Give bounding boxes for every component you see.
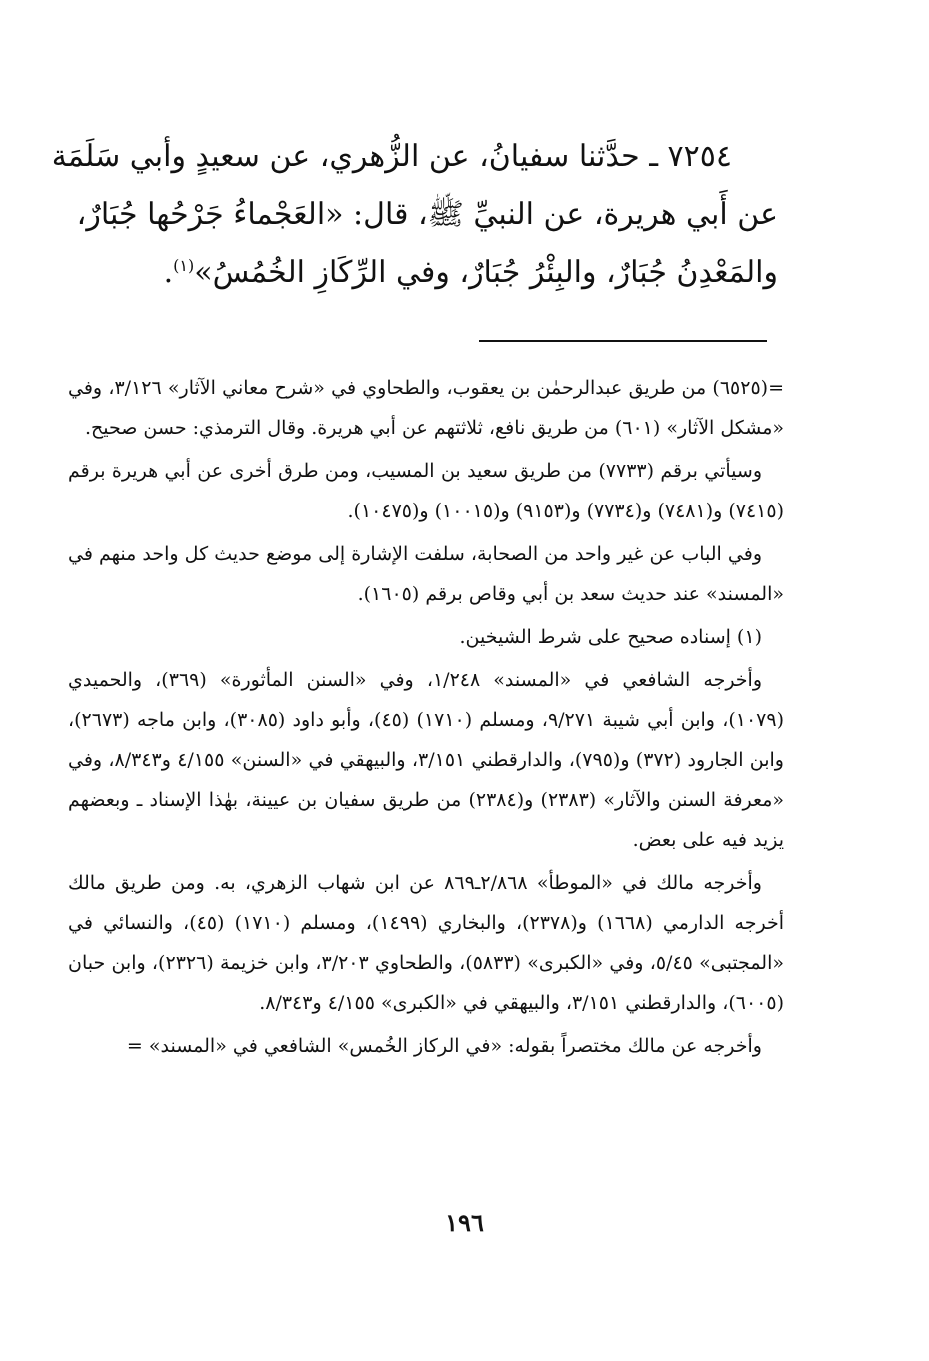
footnote-paragraph: =(٦٥٢٥) من طريق عبدالرحمٰن بن يعقوب، والطحاوي في «شرح معاني الآثار» ٣/١٢٦، وفي «مشكل الآثار» (٦٠١) من طريق نافع، ثلاثتهم عن أبي هريرة. وقال الترمذي: حسن صحيح.: [68, 377, 784, 439]
footnote-paragraph: وأخرجه عن مالك مختصراً بقوله: «في الركاز الخُمس» الشافعي في «المسند» =: [126, 1035, 762, 1057]
hadith-end-mark: .: [163, 255, 174, 290]
hadith-line-2: عن أَبي هريرة، عن النبيِّ ﷺ، قال: «العَجْماءُ جَرْحُها جُبَارٌ،: [76, 197, 778, 232]
hadith-line-3-text: والمَعْدِنُ جُبَارٌ، والبِئْرُ جُبَارٌ، وفي الرِّكَازِ الخُمُسُ»: [194, 255, 778, 290]
page-number: ١٩٦: [445, 1208, 484, 1237]
hadith-line-1: ٧٢٥٤ ـ حدَّثنا سفيانُ، عن الزُّهري، عن سعيدٍ وأبي سَلَمَة: [51, 139, 732, 174]
footnote-separator: [479, 340, 767, 342]
hadith-text: [51, 128, 778, 302]
footnote-paragraph: (١) إسناده صحيح على شرط الشيخين.: [459, 626, 762, 648]
footnote-paragraph: وأخرجه الشافعي في «المسند» ١/٢٤٨، وفي «السنن المأثورة» (٣٦٩)، والحميدي (١٠٧٩)، وابن أبي شيبة ٩/٢٧١، ومسلم (١٧١٠) (٤٥)، وأبو داود (٣٠٨٥)، وابن ماجه (٢٦٧٣)، وابن الجارود (٣٧٢) و(٧٩٥)، والدارقطني ٣/١٥١، والبيهقي في «السنن» ٤/١٥٥ و٨/٣٤٣، وفي «معرفة السنن والآثار» (٢٣٨٣) و(٢٣٨٤) من طريق سفيان بن عيينة، بهٰذا الإسناد ـ وبعضهم يزيد فيه على بعض.: [68, 669, 784, 851]
footnotes: [68, 368, 784, 1069]
footnote-paragraph: وفي الباب عن غير واحد من الصحابة، سلفت الإشارة إلى موضع حديث كل واحد منهم في «المسند» عند حديث سعد بن أبي وقاص برقم (١٦٠٥).: [68, 543, 784, 605]
footnote-paragraph: وأخرجه مالك في «الموطأ» ٢/٨٦٨ـ٨٦٩ عن ابن شهاب الزهري، به. ومن طريق مالك أخرجه الدارمي (١٦٦٨) و(٢٣٧٨)، والبخاري (١٤٩٩)، ومسلم (١٧١٠) (٤٥)، والنسائي في «المجتبى» ٥/٤٥، وفي «الكبرى» (٥٨٣٣)، والطحاوي ٣/٢٠٣، وابن خزيمة (٢٣٢٦)، وابن حبان (٦٠٠٥)، والدارقطني ٣/١٥١، والبيهقي في «الكبرى» ٤/١٥٥ و٨/٣٤٣.: [68, 872, 784, 1014]
footnote-reference[interactable]: (١): [173, 256, 195, 275]
hadith-line-3: [58, 244, 778, 302]
footnote-paragraph: وسيأتي برقم (٧٧٣٣) من طريق سعيد بن المسيب، ومن طرق أخرى عن أبي هريرة برقم (٧٤١٥) و(٧٤٨١) و(٧٧٣٤) و(٩١٥٣) و(١٠٠١٥) و(١٠٤٧٥).: [68, 460, 784, 522]
